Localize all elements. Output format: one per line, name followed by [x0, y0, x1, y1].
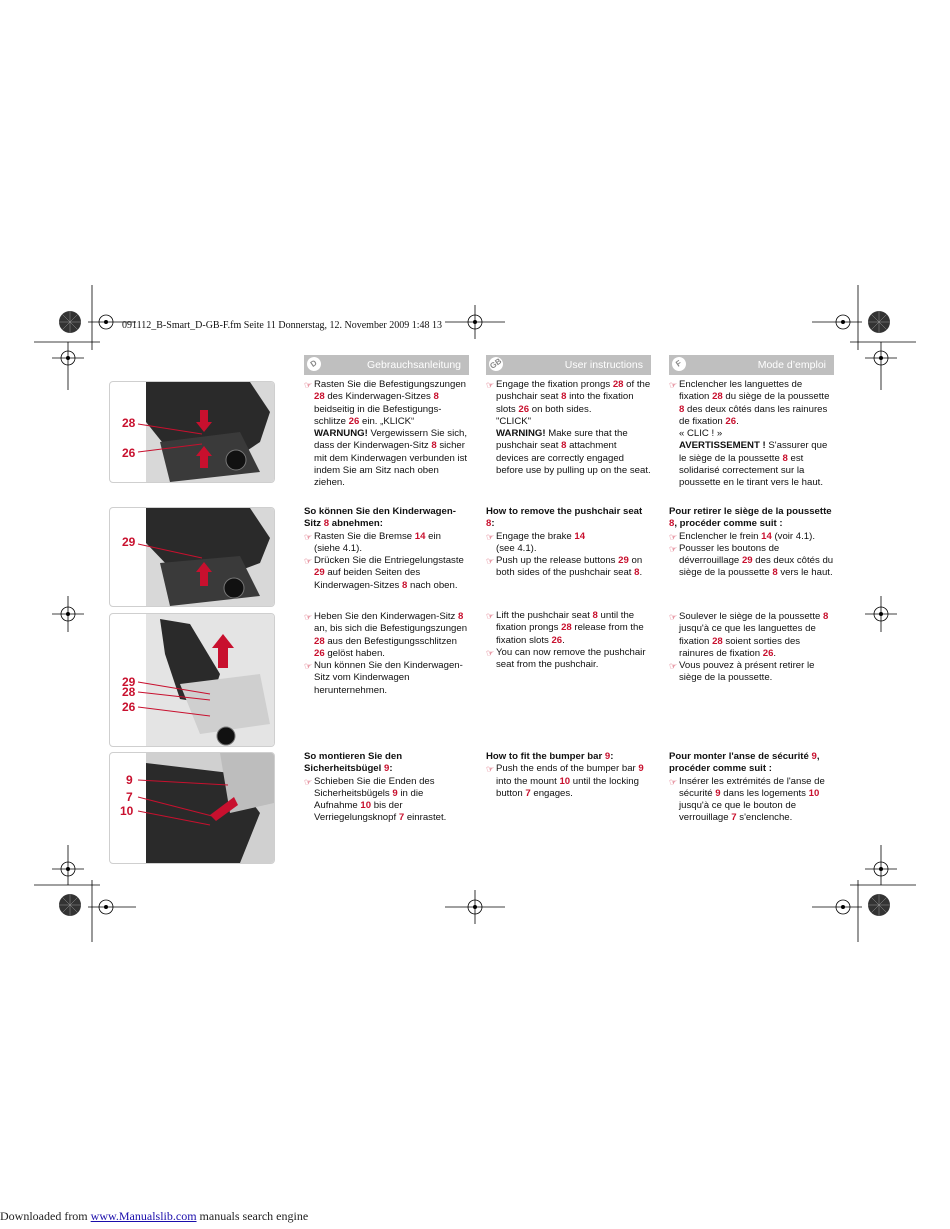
instruction-step: ☞ Drücken Sie die Entriegelungstaste 29 auf beiden Seiten des Kinderwagen-Sitzes 8 nach oben. — [304, 555, 464, 591]
tab-english — [486, 355, 651, 375]
french-section-remove — [669, 506, 834, 580]
instruction-step: ☞ Lift the pushchair seat 8 until the fixation prongs 28 release from the fixation slots 26. — [486, 610, 644, 646]
french-section-attach — [669, 379, 834, 490]
manualslib-link[interactable]: www.Manualslib.com — [90, 1209, 197, 1223]
illustration-bumper-bar — [109, 752, 275, 864]
english-section-lift — [486, 610, 651, 671]
callout-29: 29 — [122, 535, 136, 549]
section-heading: Pour retirer le siège de la poussette 8, procéder comme suit : — [669, 506, 832, 530]
tab-german — [304, 355, 469, 375]
instruction-step: ☞ Engage the brake 14 (see 4.1). — [486, 530, 586, 554]
instruction-step: ☞ Heben Sie den Kinderwagen-Sitz 8 an, bis sich die Befestigungszungen 28 aus den Befestigungsschlitzen 26 gelöst haben. — [304, 611, 468, 659]
instruction-step: ☞ Soulever le siège de la poussette 8 jusqu'à ce que les languettes de fixation 28 soient sorties des rainures de fixation 26. — [669, 611, 829, 659]
file-header-line: 091112_B-Smart_D-GB-F.fm Seite 11 Donnerstag, 12. November 2009 1:48 13 — [122, 320, 442, 331]
download-footer — [0, 1209, 308, 1224]
german-section-bumper — [304, 751, 469, 825]
callout-26: 26 — [122, 446, 136, 460]
tab-label: Gebrauchsanleitung — [367, 359, 461, 371]
section-heading: How to remove the pushchair seat 8: — [486, 506, 643, 530]
instruction-step: ☞ Schieben Sie die Enden des Sicherheitsbügels 9 in die Aufnahme 10 bis der Verriegelungsknopf 7 einrastet. — [304, 775, 447, 824]
callout-28: 28 — [122, 416, 136, 430]
instruction-step: ☞ Enclencher les languettes de fixation 28 du siège de la poussette 8 des deux côtés dans les rainures de fixation 26. « CLIC ! » AVERTISSEMENT ! S'assurer que le siège de la poussette 8 est solidarisé correctement sur la poussette en le tirant vers le haut. — [669, 379, 830, 489]
callout-28: 28 — [122, 685, 136, 699]
language-code-badge: F — [669, 354, 688, 373]
tab-label: Mode d’emploi — [757, 359, 826, 371]
instruction-step: ☞ Engage the fixation prongs 28 of the pushchair seat 8 into the fixation slots 26 on both sides. "CLICK" WARNING! Make sure that the pushchair seat 8 attachment devices are correctly engaged before use by pulling up on the seat. — [486, 379, 651, 477]
footer-suffix: manuals search engine — [196, 1209, 309, 1223]
language-code-badge: GB — [486, 354, 505, 373]
callout-26: 26 — [122, 700, 136, 714]
english-section-bumper — [486, 751, 651, 800]
instruction-step: ☞ Push the ends of the bumper bar 9 into the mount 10 until the locking button 7 engages. — [486, 763, 644, 799]
callout-10: 10 — [120, 804, 134, 818]
callout-9: 9 — [126, 773, 133, 787]
german-section-lift — [304, 611, 469, 697]
tab-label: User instructions — [564, 359, 643, 371]
german-section-attach — [304, 379, 469, 490]
callout-29: 29 — [122, 675, 136, 689]
section-heading: So montieren Sie den Sicherheitsbügel 9: — [304, 751, 403, 775]
instruction-step: ☞ Nun können Sie den Kinderwagen-Sitz vom Kinderwagen herunternehmen. — [304, 660, 463, 696]
section-heading: So können Sie den Kinderwagen-Sitz 8 abnehmen: — [304, 506, 456, 530]
instruction-step: ☞ Insérer les extrémités de l'anse de sécurité 9 dans les logements 10 jusqu'à ce que le bouton de verrouillage 7 s'enclenche. — [669, 775, 825, 824]
illustration-lift-seat — [109, 613, 275, 747]
section-heading: Pour monter l'anse de sécurité 9, procéder comme suit : — [669, 751, 820, 775]
instruction-step: ☞ Vous pouvez à présent retirer le siège de la poussette. — [669, 660, 815, 684]
english-section-attach — [486, 379, 651, 477]
illustration-remove-seat — [109, 507, 275, 607]
callout-7: 7 — [126, 790, 133, 804]
instruction-step: ☞ Rasten Sie die Bremse 14 ein (siehe 4.1). — [304, 530, 441, 554]
instruction-step: ☞ Pousser les boutons de déverrouillage 29 des deux côtés du siège de la poussette 8 vers le haut. — [669, 542, 834, 579]
instruction-step: ☞ Rasten Sie die Befestigungszungen 28 des Kinderwagen-Sitzes 8 beidseitig in die Befestigungs-schlitze 26 ein. „KLICK“ WARNUNG! Vergewissern Sie sich, dass der Kinderwagen-Sitz 8 sicher mit dem Kinderwagen verbunden ist indem Sie am Sitz nach oben ziehen. — [304, 379, 468, 489]
french-section-bumper — [669, 751, 834, 825]
english-section-remove — [486, 506, 651, 580]
section-heading: How to fit the bumper bar 9: — [486, 751, 614, 762]
instruction-step: ☞ You can now remove the pushchair seat from the pushchair. — [486, 646, 646, 671]
tab-french — [669, 355, 834, 375]
german-section-remove — [304, 506, 469, 592]
footer-prefix: Downloaded from — [0, 1209, 91, 1223]
instruction-step: ☞ Push up the release buttons 29 on both sides of the pushchair seat 8. — [486, 555, 643, 579]
illustration-attach-seat — [109, 381, 275, 483]
french-section-lift — [669, 611, 834, 685]
language-code-badge: D — [304, 354, 323, 373]
instruction-step: ☞ Enclencher le frein 14 (voir 4.1). — [669, 530, 815, 542]
